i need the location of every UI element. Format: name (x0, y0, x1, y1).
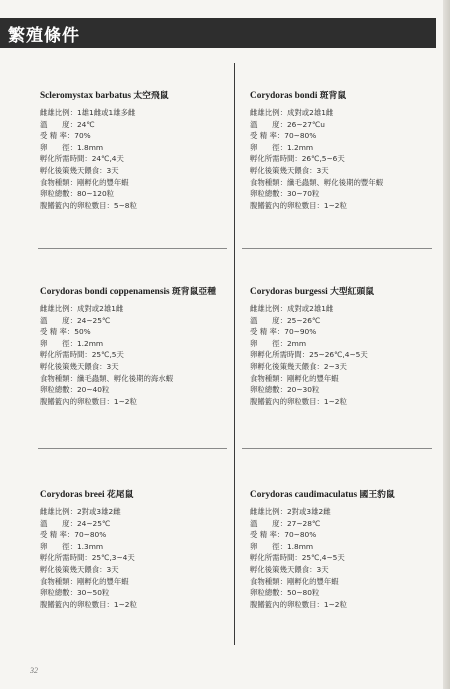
breeding-row: 溫 度：24℃ (40, 119, 95, 129)
page-number: 32 (30, 666, 38, 675)
species-common-name: 斑背鼠亞種 (172, 287, 216, 297)
breeding-row: 受 精 率：70~80% (40, 530, 107, 540)
page-title: 繁殖條件 (8, 26, 80, 46)
breeding-row: 食物種類：剛孵化的豐年蝦 (250, 576, 339, 586)
species-common-name: 花尾鼠 (106, 490, 134, 500)
species-latin-name: Corydoras burgessi (250, 287, 328, 297)
species-common-name: 斑背鼠 (319, 91, 347, 101)
breeding-row: 卵 徑：2mm (250, 338, 307, 348)
species-title (40, 487, 236, 500)
species-latin-name: Corydoras bondi (250, 91, 318, 101)
breeding-row: 孵化所需時間：24℃,4天 (40, 154, 124, 164)
species-latin-name: Corydoras breei (40, 490, 105, 500)
species-title (250, 487, 446, 500)
page-edge-shadow (443, 0, 450, 689)
breeding-row: 雌雄比例：成對或2雄1雌 (250, 108, 334, 117)
section-header-bar (0, 18, 436, 48)
species-common-name: 國王豹鼠 (359, 490, 395, 500)
breeding-row: 雌雄比例：2對或3雄2雌 (40, 507, 121, 516)
breeding-row: 受 精 率：70~90% (250, 327, 317, 337)
breeding-row: 卵粒總數：20~30粒 (250, 385, 320, 395)
breeding-row: 腹鰭籃內的卵粒數目：1~2粒 (40, 396, 137, 406)
breeding-row: 孵化所需時間：25℃,4~5天 (250, 553, 345, 563)
breeding-row: 孵化所需時間：26℃,5~6天 (250, 154, 345, 164)
breeding-row: 食物種類：纖毛蟲類、孵化後期的豐年蝦 (250, 177, 384, 187)
breeding-row: 卵孵化所需時間：25~26℃,4~5天 (250, 350, 368, 360)
species-title (40, 284, 236, 297)
breeding-row: 孵化後策幾天餵食：3天 (40, 165, 119, 175)
breeding-row: 卵粒總數：50~80粒 (250, 588, 320, 598)
species-common-name: 大型紅頭鼠 (330, 287, 375, 297)
species-card (40, 284, 236, 407)
breeding-row: 溫 度：24~25℃ (40, 518, 111, 528)
breeding-row: 溫 度：24~25℃ (40, 315, 111, 325)
species-latin-name: Scleromystax barbatus (40, 91, 131, 101)
breeding-row: 腹鰭籃內的卵粒數目：1~2粒 (250, 396, 347, 406)
breeding-row: 孵化所需時間：25℃,3~4天 (40, 553, 135, 563)
breeding-row: 受 精 率：50% (40, 327, 91, 337)
breeding-row: 腹鰭籃內的卵粒數目：1~2粒 (250, 599, 347, 609)
species-card (40, 88, 236, 211)
breeding-row: 溫 度：27~28℃ (250, 518, 321, 528)
breeding-row: 卵粒總數：30~70粒 (250, 189, 320, 199)
row-divider (38, 248, 227, 249)
breeding-row: 卵粒總數：20~40粒 (40, 385, 110, 395)
breeding-row: 卵 徑：1.3mm (40, 541, 104, 551)
breeding-row: 卵 徑：1.8mm (250, 541, 314, 551)
row-divider (242, 448, 432, 449)
breeding-row: 雌雄比例：成對或2雄1雌 (250, 304, 334, 313)
breeding-row: 雌雄比例：2對或3雄2雌 (250, 507, 331, 516)
breeding-row: 食物種類：剛孵化的豐年蝦 (40, 177, 129, 187)
breeding-row: 孵化所需時間：25℃,5天 (40, 350, 124, 360)
breeding-row: 孵化後策幾天餵食：3天 (250, 165, 329, 175)
breeding-row: 腹鰭籃內的卵粒數目：1~2粒 (250, 200, 347, 210)
species-latin-name: Corydoras caudimaculatus (250, 490, 358, 500)
breeding-row: 食物種類：纖毛蟲類、孵化後期的海水蝦 (40, 373, 174, 383)
species-common-name: 太空飛鼠 (133, 91, 169, 101)
breeding-row: 腹鰭籃內的卵粒數目：5~8粒 (40, 200, 137, 210)
breeding-row: 雌雄比例：成對或2雄1雌 (40, 304, 124, 313)
species-title (40, 88, 236, 101)
breeding-row: 受 精 率：70~80% (250, 530, 317, 540)
breeding-row: 孵化後策幾天餵食：3天 (40, 564, 119, 574)
breeding-row: 卵粒總數：30~50粒 (40, 588, 110, 598)
breeding-row: 卵 徑：1.8mm (40, 142, 104, 152)
breeding-row: 卵孵化後策幾天餵食：2~3天 (250, 361, 347, 371)
breeding-row: 卵 徑：1.2mm (250, 142, 314, 152)
species-latin-name: Corydoras bondi coppenamensis (40, 287, 170, 297)
species-card (250, 88, 446, 211)
species-card (250, 487, 446, 610)
breeding-row: 腹鰭籃內的卵粒數目：1~2粒 (40, 599, 137, 609)
breeding-row: 食物種類：剛孵化的豐年蝦 (250, 373, 339, 383)
row-divider (38, 448, 227, 449)
species-card (40, 487, 236, 610)
species-title (250, 284, 446, 297)
breeding-row: 食物種類：剛孵化的豐年蝦 (40, 576, 129, 586)
row-divider (242, 248, 432, 249)
breeding-row: 孵化後策幾天餵食：3天 (40, 361, 119, 371)
species-card (250, 284, 446, 407)
breeding-row: 卵 徑：1.2mm (40, 338, 104, 348)
breeding-row: 卵粒總數：80~120粒 (40, 189, 115, 199)
breeding-row: 受 精 率：70% (40, 131, 91, 141)
breeding-row: 溫 度：25~26℃ (250, 315, 321, 325)
breeding-row: 受 精 率：70~80% (250, 131, 317, 141)
breeding-row: 雌雄比例：1雄1雌或1雄多雌 (40, 108, 136, 117)
species-title (250, 88, 446, 101)
breeding-row: 孵化後策幾天餵食：3天 (250, 564, 329, 574)
breeding-row: 溫 度：26~27℃u (250, 119, 325, 129)
